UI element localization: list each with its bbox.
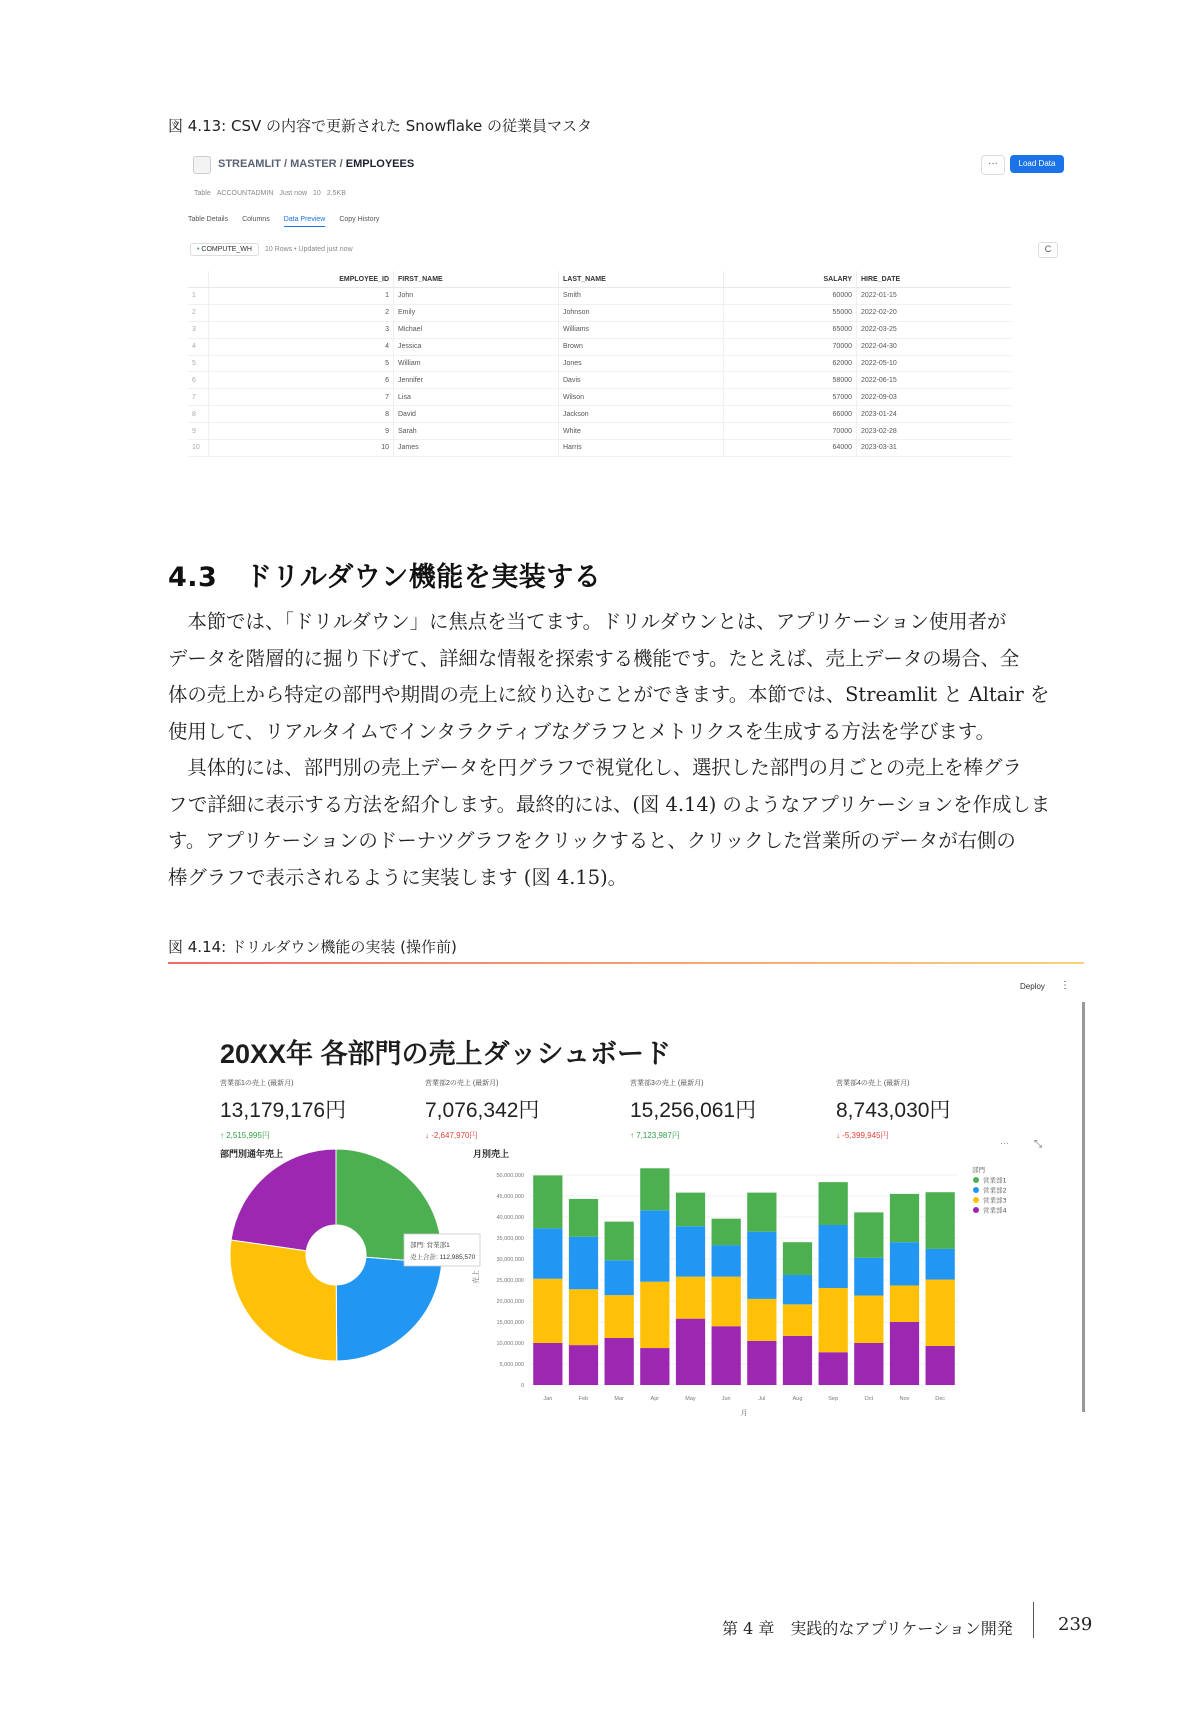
employee-id-cell: 1 <box>209 288 394 305</box>
warehouse-selector[interactable] <box>190 243 259 256</box>
bar-segment-jan[interactable] <box>533 1279 562 1343</box>
salary-cell: 66000 <box>724 406 857 423</box>
hire-date-cell: 2022-02-20 <box>857 304 1012 321</box>
metric-label: 営業部2の売上 (最新月) <box>425 1080 499 1087</box>
bar-segment-oct[interactable] <box>854 1343 883 1385</box>
app-header-gradient <box>168 962 1084 964</box>
y-tick-label: 10,000,000 <box>496 1341 524 1347</box>
employee-id-cell: 8 <box>209 406 394 423</box>
hire-date-cell: 2022-09-03 <box>857 389 1012 406</box>
chart-legend <box>972 1165 1007 1215</box>
bar-segment-jan[interactable] <box>533 1228 562 1278</box>
bar-segment-feb[interactable] <box>569 1345 598 1385</box>
last-name-cell: Davis <box>559 372 724 389</box>
legend-label[interactable]: 営業部2 <box>983 1186 1007 1195</box>
metric-value: 8,743,030円 <box>836 1099 951 1122</box>
legend-label[interactable]: 営業部4 <box>983 1206 1007 1215</box>
first-name-cell: James <box>394 440 559 457</box>
salary-cell: 65000 <box>724 321 857 338</box>
rows-info: 10 Rows • Updated just now <box>264 246 353 253</box>
first-name-cell: Sarah <box>394 423 559 440</box>
y-tick-label: 30,000,000 <box>496 1257 524 1263</box>
x-tick-label: May <box>685 1396 696 1402</box>
load-data-button[interactable]: Load Data <box>1010 155 1064 173</box>
page-number: 239 <box>1058 1614 1093 1635</box>
bar-segment-aug[interactable] <box>783 1275 812 1304</box>
bar-segment-sep[interactable] <box>819 1288 848 1352</box>
tab-data-preview[interactable]: Data Preview <box>284 216 326 227</box>
x-tick-label: Jun <box>721 1396 731 1402</box>
header-salary[interactable]: SALARY <box>724 271 857 288</box>
bar-segment-nov[interactable] <box>890 1322 919 1385</box>
bar-segment-jul[interactable] <box>747 1341 776 1385</box>
x-tick-label: Mar <box>614 1396 624 1402</box>
hire-date-cell: 2022-05-10 <box>857 355 1012 372</box>
last-name-cell: Brown <box>559 338 724 355</box>
legend-title: 部門 <box>972 1166 985 1174</box>
y-tick-label: 35,000,000 <box>496 1236 524 1242</box>
x-tick-label: Jul <box>758 1396 766 1402</box>
table-row[interactable] <box>188 372 1011 389</box>
paragraph-line: す。アプリケーションのドーナツグラフをクリックすると、クリックした営業所のデータが右側の <box>168 829 1016 852</box>
tooltip-line-1: 部門: 営業部1 <box>410 1242 450 1249</box>
metric-label: 営業部4の売上 (最新月) <box>836 1080 910 1087</box>
hire-date-cell: 2023-01-24 <box>857 406 1012 423</box>
tooltip-line-2: 売上合計: 112,985,570 <box>410 1254 476 1261</box>
paragraph-line: 棒グラフで表示されるように実装します (図 4.15)。 <box>168 865 628 889</box>
footer-divider <box>1033 1602 1034 1638</box>
hire-date-cell: 2022-01-15 <box>857 288 1012 305</box>
x-tick-label: Jan <box>543 1396 553 1402</box>
bar-segment-mar[interactable] <box>605 1260 634 1295</box>
pie-slice-dept4[interactable] <box>231 1149 336 1251</box>
metric-delta: ↓ -5,399,945円 <box>836 1131 889 1140</box>
paragraph-line: 使用して、リアルタイムでインタラクティブなグラフとメトリクスを生成する方法を学びます。 <box>168 719 996 743</box>
first-name-cell: Lisa <box>394 389 559 406</box>
salary-cell: 70000 <box>724 423 857 440</box>
warehouse-name: COMPUTE_WH <box>201 246 252 253</box>
fullscreen-expand-icon[interactable]: ⤡ <box>1034 1139 1042 1150</box>
last-name-cell: Johnson <box>559 304 724 321</box>
deploy-button[interactable]: Deploy <box>1020 982 1045 991</box>
y-tick-label: 5,000,000 <box>499 1362 524 1368</box>
tab-table-details[interactable]: Table Details <box>188 216 229 223</box>
more-button[interactable]: ··· <box>981 155 1005 175</box>
table-row[interactable] <box>188 389 1011 406</box>
chart-more-icon[interactable]: ··· <box>1000 1138 1009 1148</box>
bar-segment-may[interactable] <box>676 1319 705 1385</box>
table-header-row <box>188 271 1011 288</box>
tooltip-box <box>404 1234 480 1266</box>
salary-cell: 55000 <box>724 304 857 321</box>
pie-slice-dept3[interactable] <box>230 1240 337 1361</box>
employee-id-cell: 5 <box>209 355 394 372</box>
bar-segment-jun[interactable] <box>712 1277 741 1327</box>
table-row[interactable] <box>188 423 1011 440</box>
x-tick-label: Nov <box>899 1396 910 1402</box>
table-meta <box>194 190 346 197</box>
paragraph-1 <box>168 604 1084 750</box>
employee-id-cell: 9 <box>209 423 394 440</box>
metric-value: 13,179,176円 <box>220 1099 347 1122</box>
first-name-cell: Jennifer <box>394 372 559 389</box>
first-name-cell: Jessica <box>394 338 559 355</box>
first-name-cell: David <box>394 406 559 423</box>
legend-swatch <box>973 1187 979 1193</box>
bar-segment-aug[interactable] <box>783 1336 812 1385</box>
last-name-cell: Wilson <box>559 389 724 406</box>
bar-segment-jul[interactable] <box>747 1193 776 1232</box>
row-number: 1 <box>188 288 209 305</box>
metric-delta: ↑ 2,515,995円 <box>220 1131 270 1140</box>
salary-cell: 58000 <box>724 372 857 389</box>
y-tick-label: 25,000,000 <box>496 1278 524 1284</box>
charts-canvas <box>168 972 1084 1442</box>
meta-type: Table <box>194 190 211 197</box>
meta-role: ACCOUNTADMIN <box>216 190 274 197</box>
hire-date-cell: 2023-02-28 <box>857 423 1012 440</box>
first-name-cell: Michael <box>394 321 559 338</box>
first-name-cell: John <box>394 288 559 305</box>
x-axis-label: 月 <box>740 1409 748 1417</box>
bar-segment-jul[interactable] <box>747 1299 776 1341</box>
bar-segment-jun[interactable] <box>712 1245 741 1277</box>
bar-segment-jun[interactable] <box>712 1326 741 1385</box>
breadcrumb-current: EMPLOYEES <box>345 158 415 170</box>
last-name-cell: Jackson <box>559 406 724 423</box>
bar-segment-nov[interactable] <box>890 1285 919 1322</box>
y-axis-label: 売上 <box>472 1270 480 1284</box>
metric-label: 営業部3の売上 (最新月) <box>630 1080 704 1087</box>
employee-id-cell: 6 <box>209 372 394 389</box>
running-footer: 第 4 章 実践的なアプリケーション開発 <box>722 1619 1013 1638</box>
legend-swatch <box>973 1207 979 1213</box>
bar-segment-feb[interactable] <box>569 1237 598 1290</box>
employee-id-cell: 4 <box>209 338 394 355</box>
last-name-cell: Williams <box>559 321 724 338</box>
table-row[interactable] <box>188 321 1011 338</box>
paragraph-2 <box>168 750 1084 896</box>
meta-updated: Just now <box>279 190 308 197</box>
paragraph-line: フで詳細に表示する方法を紹介します。最終的には、(図 4.14) のようなアプリケーションを作成しま <box>168 792 1051 816</box>
header-employee-id[interactable]: EMPLOYEE_ID <box>209 271 394 288</box>
dashboard-title: 20XX年 各部門の売上ダッシュボード <box>220 1039 672 1069</box>
legend-swatch <box>973 1177 979 1183</box>
tab-copy-history[interactable]: Copy History <box>339 216 380 223</box>
refresh-icon[interactable]: C <box>1038 242 1058 258</box>
bar-segment-nov[interactable] <box>890 1242 919 1285</box>
salary-cell: 62000 <box>724 355 857 372</box>
bar-segment-may[interactable] <box>676 1277 705 1319</box>
legend-label[interactable]: 営業部1 <box>983 1176 1007 1185</box>
metric-delta: ↓ -2,647,970円 <box>425 1131 478 1140</box>
bar-segment-sep[interactable] <box>819 1352 848 1385</box>
pie-chart-title: 部門別通年売上 <box>220 1149 284 1159</box>
bar-segment-apr[interactable] <box>640 1348 669 1385</box>
paragraph-line: 具体的には、部門別の売上データを円グラフで視覚化し、選択した部門の月ごとの売上を棒グラ <box>168 756 1022 779</box>
breadcrumb <box>218 158 414 170</box>
paragraph-line: 本節では、「ドリルダウン」に焦点を当てます。ドリルダウンとは、アプリケーション使用者が <box>168 610 1007 633</box>
y-tick-label: 45,000,000 <box>496 1194 524 1200</box>
paragraph-line: データを階層的に掘り下げて、詳細な情報を探索する機能です。たとえば、売上データの場合、全 <box>168 646 1020 670</box>
metric-value: 15,256,061円 <box>630 1099 757 1122</box>
salary-cell: 64000 <box>724 440 857 457</box>
tab-columns[interactable]: Columns <box>242 216 270 223</box>
bar-segment-mar[interactable] <box>605 1338 634 1385</box>
bar-segment-jan[interactable] <box>533 1175 562 1228</box>
bar-segment-apr[interactable] <box>640 1168 669 1210</box>
table-row[interactable] <box>188 440 1011 457</box>
header-hire-date[interactable]: HIRE_DATE <box>857 271 1012 288</box>
bar-segment-sep[interactable] <box>819 1225 848 1288</box>
stacked-bar-chart[interactable] <box>471 1168 958 1417</box>
bar-segment-sep[interactable] <box>819 1182 848 1225</box>
streamlit-dashboard <box>168 972 1084 1442</box>
bar-segment-dec[interactable] <box>926 1346 955 1385</box>
bar-segment-mar[interactable] <box>605 1295 634 1338</box>
employee-id-cell: 2 <box>209 304 394 321</box>
figure-caption-4-14: 図 4.14: ドリルダウン機能の実装 (操作前) <box>168 938 457 956</box>
bar-segment-jun[interactable] <box>712 1219 741 1245</box>
table-row[interactable] <box>188 304 1011 321</box>
bar-segment-oct[interactable] <box>854 1212 883 1257</box>
y-tick-label: 0 <box>520 1383 524 1389</box>
bar-segment-apr[interactable] <box>640 1210 669 1281</box>
warehouse-bar <box>190 243 353 256</box>
tab-bar <box>188 216 379 227</box>
employee-id-cell: 7 <box>209 389 394 406</box>
bar-segment-dec[interactable] <box>926 1249 955 1280</box>
y-tick-label: 40,000,000 <box>496 1215 524 1221</box>
y-tick-label: 50,000,000 <box>496 1173 524 1179</box>
row-number: 6 <box>188 372 209 389</box>
x-tick-label: Oct <box>864 1396 874 1402</box>
last-name-cell: Smith <box>559 288 724 305</box>
table-row[interactable] <box>188 338 1011 355</box>
y-tick-label: 20,000,000 <box>496 1299 524 1305</box>
bar-segment-oct[interactable] <box>854 1258 883 1296</box>
hire-date-cell: 2023-03-31 <box>857 440 1012 457</box>
bar-segment-nov[interactable] <box>890 1194 919 1242</box>
bar-segment-aug[interactable] <box>783 1304 812 1336</box>
x-tick-label: Sep <box>828 1396 839 1402</box>
main-menu-icon[interactable]: ⋮ <box>1060 980 1070 991</box>
meta-size: 2.5KB <box>326 190 346 197</box>
row-number: 5 <box>188 355 209 372</box>
paragraph-line: 体の売上から特定の部門や期間の売上に絞り込むことができます。本節では、Streamlit と Altair を <box>168 683 1050 706</box>
meta-rows: 10 <box>313 190 321 197</box>
last-name-cell: Jones <box>559 355 724 372</box>
row-number: 4 <box>188 338 209 355</box>
employee-id-cell: 10 <box>209 440 394 457</box>
hire-date-cell: 2022-03-25 <box>857 321 1012 338</box>
first-name-cell: William <box>394 355 559 372</box>
metric-value: 7,076,342円 <box>425 1099 540 1122</box>
first-name-cell: Emily <box>394 304 559 321</box>
header-last-name[interactable]: LAST_NAME <box>559 271 724 288</box>
bar-segment-may[interactable] <box>676 1193 705 1227</box>
table-row[interactable] <box>188 288 1011 305</box>
table-icon <box>193 156 211 174</box>
bar-segment-jan[interactable] <box>533 1343 562 1385</box>
row-number: 9 <box>188 423 209 440</box>
header-first-name[interactable]: FIRST_NAME <box>394 271 559 288</box>
row-number: 10 <box>188 440 209 457</box>
x-tick-label: Aug <box>792 1396 803 1402</box>
row-number: 8 <box>188 406 209 423</box>
bar-segment-apr[interactable] <box>640 1282 669 1348</box>
row-number: 3 <box>188 321 209 338</box>
salary-cell: 60000 <box>724 288 857 305</box>
bar-segment-jul[interactable] <box>747 1232 776 1299</box>
bar-segment-dec[interactable] <box>926 1192 955 1249</box>
pie-slice-dept2[interactable] <box>336 1257 441 1361</box>
x-tick-label: Dec <box>935 1396 946 1402</box>
employee-id-cell: 3 <box>209 321 394 338</box>
breadcrumb-prefix[interactable]: STREAMLIT / MASTER / <box>218 158 346 170</box>
status-dot-icon: • <box>197 246 200 253</box>
data-preview-table <box>188 271 1011 457</box>
bar-segment-feb[interactable] <box>569 1199 598 1237</box>
legend-swatch <box>973 1197 979 1203</box>
bar-segment-aug[interactable] <box>783 1242 812 1275</box>
bar-chart-title: 月別売上 <box>473 1149 510 1159</box>
chart-tooltip <box>404 1234 480 1266</box>
header-rownum <box>188 271 209 288</box>
salary-cell: 57000 <box>724 389 857 406</box>
row-number: 7 <box>188 389 209 406</box>
x-tick-label: Feb <box>578 1396 589 1402</box>
y-tick-label: 15,000,000 <box>496 1320 524 1326</box>
bar-segment-oct[interactable] <box>854 1296 883 1343</box>
last-name-cell: Harris <box>559 440 724 457</box>
x-tick-label: Apr <box>650 1396 660 1402</box>
table-row[interactable] <box>188 355 1011 372</box>
hire-date-cell: 2022-06-15 <box>857 372 1012 389</box>
hire-date-cell: 2022-04-30 <box>857 338 1012 355</box>
bar-segment-mar[interactable] <box>605 1222 634 1261</box>
row-number: 2 <box>188 304 209 321</box>
metric-label: 営業部1の売上 (最新月) <box>220 1080 294 1087</box>
section-title: 4.3 ドリルダウン機能を実装する <box>168 562 602 593</box>
figure-caption-4-13: 図 4.13: CSV の内容で更新された Snowflake の従業員マスタ <box>168 117 593 135</box>
bar-segment-may[interactable] <box>676 1226 705 1276</box>
bar-segment-dec[interactable] <box>926 1280 955 1346</box>
metric-delta: ↑ 7,123,987円 <box>630 1131 680 1140</box>
legend-label[interactable]: 営業部3 <box>983 1196 1007 1205</box>
bar-segment-feb[interactable] <box>569 1289 598 1345</box>
salary-cell: 70000 <box>724 338 857 355</box>
snowflake-table-panel <box>188 150 1060 460</box>
table-row[interactable] <box>188 406 1011 423</box>
last-name-cell: White <box>559 423 724 440</box>
